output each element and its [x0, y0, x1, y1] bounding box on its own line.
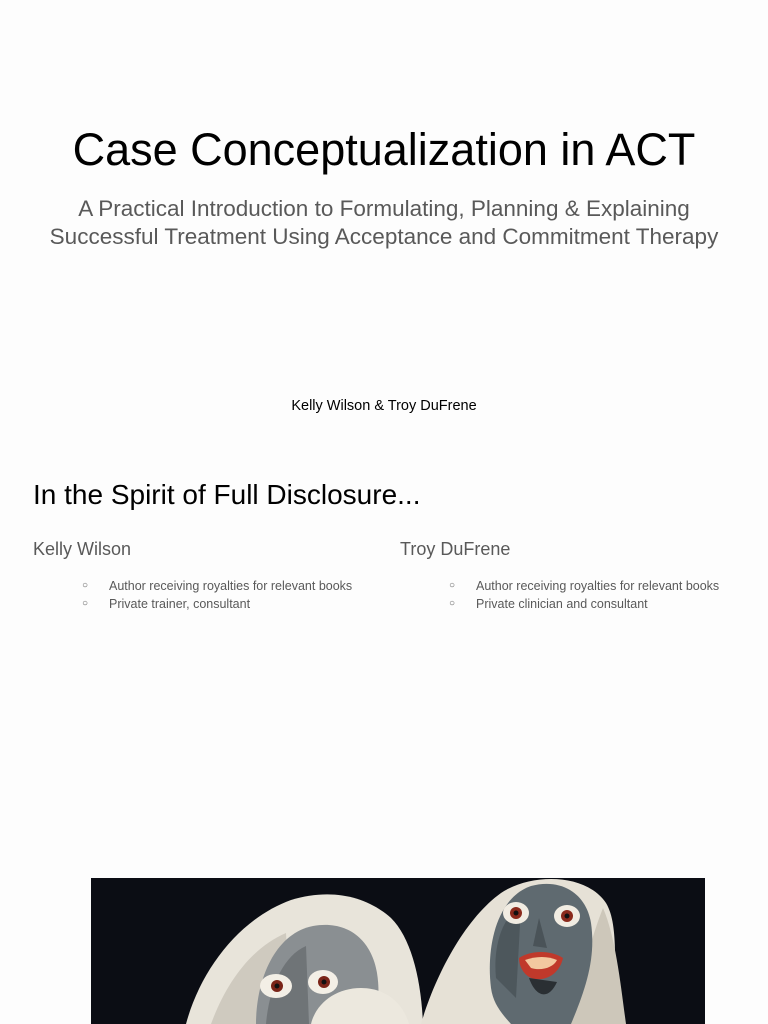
theatre-masks-photo	[91, 878, 705, 1024]
column-name: Kelly Wilson	[33, 539, 132, 559]
list-item-text: Private trainer, consultant	[109, 597, 251, 611]
disclosure-column-kelly	[33, 537, 393, 613]
list-item	[449, 595, 760, 613]
list-item-text: Author receiving royalties for relevant books	[109, 579, 353, 593]
slide-title: Case Conceptualization in ACT	[72, 124, 696, 175]
hollow-circle-bullet-icon: ○	[449, 580, 456, 591]
slide-authors: Kelly Wilson & Troy DuFrene	[291, 398, 477, 414]
slide-subtitle	[0, 195, 768, 251]
list-item	[82, 595, 393, 613]
list-item-text: Author receiving royalties for relevant books	[476, 579, 720, 593]
disclosure-column-troy	[400, 537, 760, 613]
disclosure-list	[33, 577, 393, 613]
hollow-circle-bullet-icon: ○	[82, 580, 89, 591]
list-item-text: Private clinician and consultant	[476, 597, 648, 611]
list-item	[82, 577, 393, 595]
subtitle-line-1: A Practical Introduction to Formulating, Planning & Explaining	[78, 196, 690, 221]
disclosure-list	[400, 577, 760, 613]
list-item	[449, 577, 760, 595]
column-name: Troy DuFrene	[400, 539, 511, 559]
disclosure-heading: In the Spirit of Full Disclosure...	[33, 479, 421, 510]
subtitle-line-2: Successful Treatment Using Acceptance and Commitment Therapy	[49, 224, 719, 249]
hollow-circle-bullet-icon: ○	[449, 598, 456, 609]
hollow-circle-bullet-icon: ○	[82, 598, 89, 609]
